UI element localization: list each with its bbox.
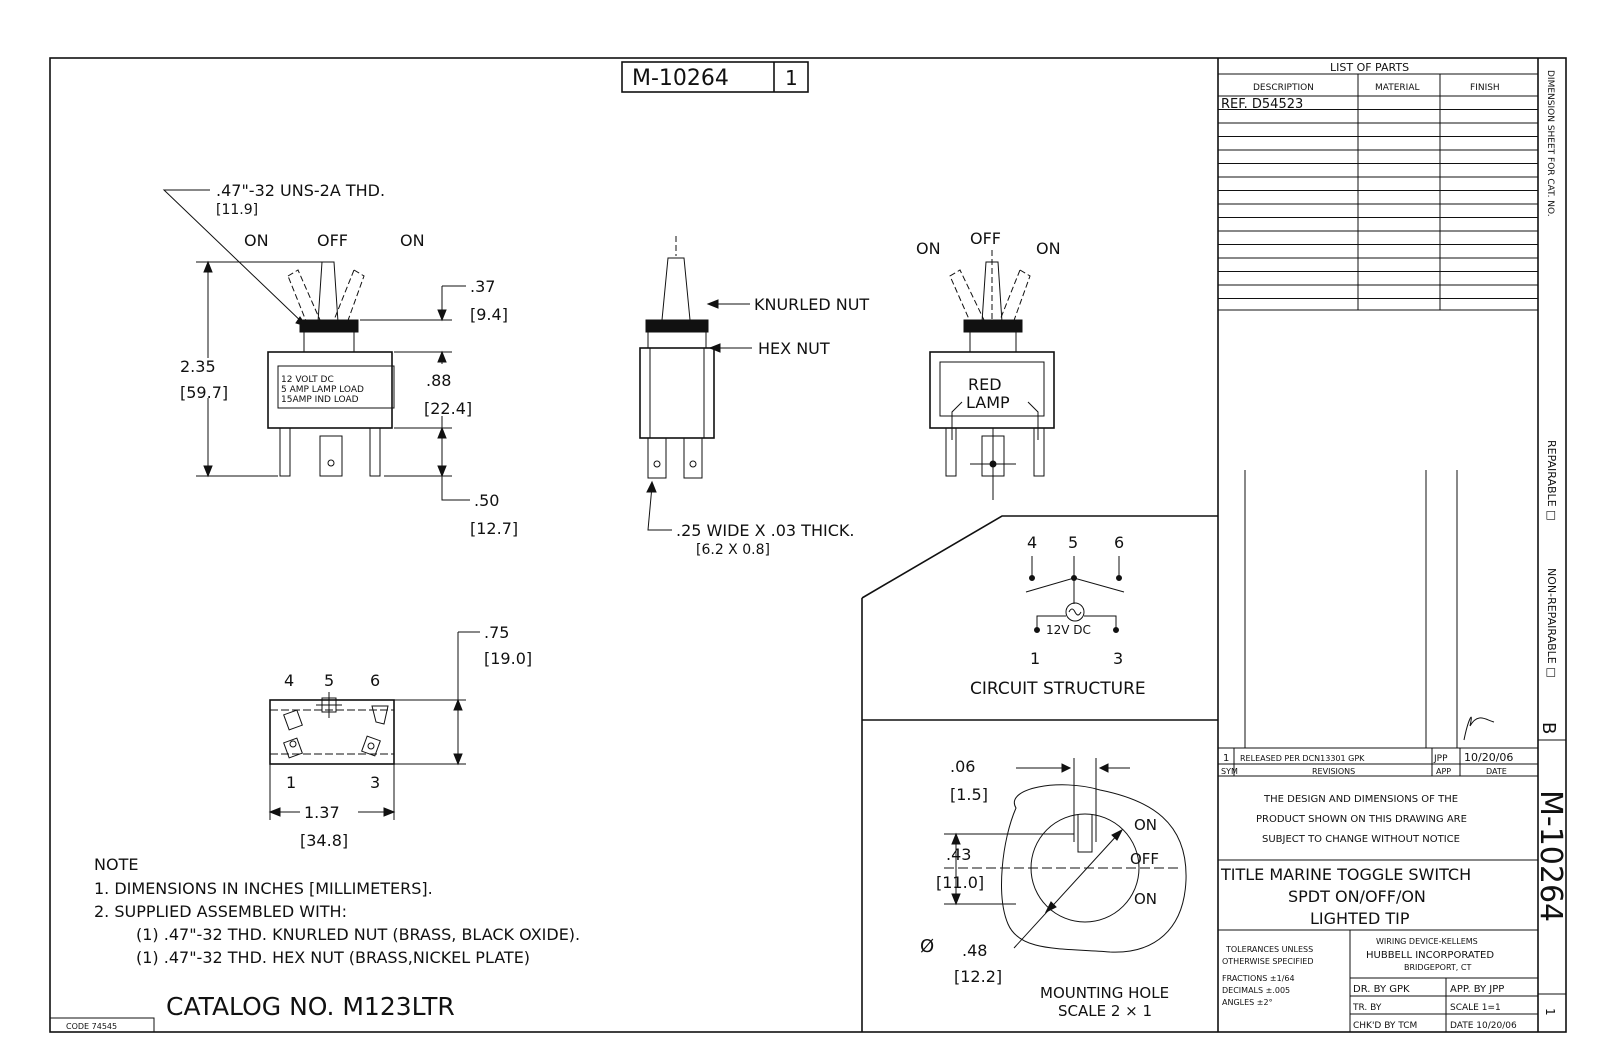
company-line-2: HUBBELL INCORPORATED bbox=[1366, 950, 1495, 961]
mounting-caption: MOUNTING HOLE bbox=[1040, 984, 1170, 1002]
approval-signature bbox=[1464, 717, 1494, 740]
side-hex-nut bbox=[648, 332, 706, 348]
lamp-view-on-right: ON bbox=[1036, 239, 1061, 258]
issue-date: DATE 10/20/06 bbox=[1450, 1021, 1517, 1031]
dimension-sheet-label: DIMENSION SHEET FOR CAT. NO. bbox=[1545, 70, 1555, 217]
non-repairable-label: NON-REPAIRABLE □ bbox=[1545, 568, 1558, 678]
lamp-view-off: OFF bbox=[970, 229, 1001, 248]
parts-list-heading: LIST OF PARTS bbox=[1330, 61, 1410, 74]
mounting-hole-view bbox=[920, 757, 1186, 1020]
col-finish: FINISH bbox=[1470, 83, 1500, 93]
bottom-height-mm: [19.0] bbox=[484, 649, 533, 668]
flat-dimension: .43 bbox=[946, 845, 972, 864]
circuit-terminal-1: 1 bbox=[1030, 649, 1041, 668]
disclaimer-line-1: THE DESIGN AND DIMENSIONS OF THE bbox=[1264, 794, 1459, 805]
bottom-width: 1.37 bbox=[304, 803, 340, 822]
rev-head-app: APP bbox=[1436, 767, 1452, 776]
side-knurled-nut bbox=[646, 320, 708, 332]
circuit-diagram bbox=[970, 533, 1146, 699]
circuit-terminal-6: 6 bbox=[1114, 533, 1125, 552]
knurled-nut bbox=[300, 320, 358, 332]
dim-body: .88 bbox=[426, 371, 452, 390]
overall-height: 2.35 bbox=[180, 357, 216, 376]
rev-app: JPP bbox=[1434, 754, 1448, 764]
front-view bbox=[164, 181, 518, 538]
bottom-view bbox=[270, 623, 532, 850]
parts-row-ref: REF. D54523 bbox=[1221, 97, 1304, 112]
circuit-terminal-4: 4 bbox=[1027, 533, 1038, 552]
position-on-left: ON bbox=[244, 231, 269, 250]
notes bbox=[94, 855, 580, 967]
notes-heading: NOTE bbox=[94, 855, 139, 874]
bottom-terminal-3: 3 bbox=[370, 773, 381, 792]
tolerance-2: OTHERWISE SPECIFIED bbox=[1222, 957, 1314, 966]
code-number: CODE 74545 bbox=[66, 1022, 118, 1031]
parts-list-rows bbox=[1218, 96, 1538, 299]
lamp-view-on-left: ON bbox=[916, 239, 941, 258]
body-label-2: 5 AMP LAMP LOAD bbox=[281, 385, 364, 395]
dim-lever: .37 bbox=[470, 277, 496, 296]
terminal-size-note: .25 WIDE X .03 THICK. bbox=[676, 521, 855, 540]
circuit-terminal-3: 3 bbox=[1113, 649, 1124, 668]
rev-head-date: DATE bbox=[1486, 767, 1507, 776]
hole-off: OFF bbox=[1130, 850, 1160, 868]
dim-terminal: .50 bbox=[474, 491, 500, 510]
flat-dimension-mm: [11.0] bbox=[936, 873, 985, 892]
company-line-3: BRIDGEPORT, CT bbox=[1404, 963, 1472, 972]
bottom-terminal-4: 4 bbox=[284, 671, 295, 690]
overall-height-mm: [59.7] bbox=[180, 383, 229, 402]
bottom-height: .75 bbox=[484, 623, 510, 642]
dim-lever-mm: [9.4] bbox=[470, 305, 508, 324]
lamp-view bbox=[916, 229, 1061, 500]
circuit-caption: CIRCUIT STRUCTURE bbox=[970, 679, 1146, 699]
title-line-2: SPDT ON/OFF/ON bbox=[1288, 887, 1426, 906]
red-lamp-label-1: RED bbox=[968, 375, 1002, 394]
slot-width: .06 bbox=[950, 757, 976, 776]
rev-head-sym: SYM bbox=[1221, 767, 1238, 776]
side-sheet-number: 1 bbox=[1543, 1008, 1557, 1016]
col-description: DESCRIPTION bbox=[1253, 83, 1314, 93]
rev-head-revisions: REVISIONS bbox=[1312, 767, 1356, 776]
thread-note: .47"-32 UNS-2A THD. bbox=[216, 181, 386, 200]
approved-by: APP. BY JPP bbox=[1450, 984, 1505, 995]
hole-on-top: ON bbox=[1134, 816, 1158, 834]
terminal-size-mm: [6.2 X 0.8] bbox=[696, 542, 770, 558]
knurled-nut-label: KNURLED NUT bbox=[754, 295, 870, 314]
side-lever bbox=[662, 258, 690, 320]
hole-diameter: .48 bbox=[962, 941, 988, 960]
col-material: MATERIAL bbox=[1375, 83, 1420, 93]
position-on-right: ON bbox=[400, 231, 425, 250]
sheet-number: 1 bbox=[785, 66, 798, 90]
diameter-symbol: Ø bbox=[920, 936, 935, 957]
revision-letter: B bbox=[1538, 722, 1559, 735]
title-line-3: LIGHTED TIP bbox=[1310, 909, 1410, 928]
bottom-terminal-5: 5 bbox=[324, 671, 335, 690]
title-line-1: TITLE MARINE TOGGLE SWITCH bbox=[1221, 865, 1472, 884]
disclaimer-line-3: SUBJECT TO CHANGE WITHOUT NOTICE bbox=[1262, 834, 1460, 845]
body-label-3: 15AMP IND LOAD bbox=[281, 395, 359, 405]
traced-by: TR. BY bbox=[1353, 1003, 1382, 1013]
red-lamp-label-2: LAMP bbox=[966, 393, 1010, 412]
catalog-number: CATALOG NO. M123LTR bbox=[166, 992, 455, 1021]
drawn-by: DR. BY GPK bbox=[1353, 984, 1410, 995]
bottom-terminal-1: 1 bbox=[286, 773, 297, 792]
company-line-1: WIRING DEVICE-KELLEMS bbox=[1376, 937, 1478, 946]
side-view bbox=[640, 236, 869, 558]
tolerance-1: TOLERANCES UNLESS bbox=[1226, 945, 1314, 954]
repairable-label: REPAIRABLE □ bbox=[1545, 440, 1558, 521]
hole-diameter-mm: [12.2] bbox=[954, 967, 1003, 986]
big-drawing-number: M-10264 bbox=[1533, 790, 1568, 923]
circuit-panel-border bbox=[862, 516, 1218, 598]
tolerance-fractions: FRACTIONS ±1/64 bbox=[1222, 974, 1295, 983]
body-label-1: 12 VOLT DC bbox=[281, 375, 334, 385]
checked-by: CHK'D BY TCM bbox=[1353, 1021, 1418, 1031]
tolerance-decimals: DECIMALS ±.005 bbox=[1222, 986, 1291, 995]
drawing-number: M-10264 bbox=[632, 66, 729, 91]
disclaimer-line-2: PRODUCT SHOWN ON THIS DRAWING ARE bbox=[1256, 814, 1467, 825]
dim-terminal-mm: [12.7] bbox=[470, 519, 519, 538]
note-2b: (1) .47"-32 THD. HEX NUT (BRASS,NICKEL PLATE) bbox=[136, 948, 531, 967]
bottom-terminal-6: 6 bbox=[370, 671, 381, 690]
hole-on-bottom: ON bbox=[1134, 890, 1158, 908]
note-2: 2. SUPPLIED ASSEMBLED WITH: bbox=[94, 902, 347, 921]
lever-center bbox=[318, 262, 338, 322]
circuit-terminal-5: 5 bbox=[1068, 533, 1079, 552]
rev-date: 10/20/06 bbox=[1464, 751, 1514, 764]
note-2a: (1) .47"-32 THD. KNURLED NUT (BRASS, BLACK OXIDE). bbox=[136, 925, 581, 944]
note-1: 1. DIMENSIONS IN INCHES [MILLIMETERS]. bbox=[94, 879, 433, 898]
slot-width-mm: [1.5] bbox=[950, 785, 988, 804]
lamp-voltage: 12V DC bbox=[1046, 623, 1091, 637]
position-off: OFF bbox=[317, 231, 348, 250]
tolerance-angles: ANGLES ±2° bbox=[1222, 998, 1273, 1007]
bottom-width-mm: [34.8] bbox=[300, 831, 349, 850]
rev-sym: 1 bbox=[1223, 753, 1230, 764]
scale: SCALE 1=1 bbox=[1450, 1003, 1501, 1013]
hex-nut-label: HEX NUT bbox=[758, 339, 830, 358]
mounting-scale: SCALE 2 × 1 bbox=[1058, 1002, 1153, 1020]
rev-desc: RELEASED PER DCN13301 GPK bbox=[1240, 754, 1365, 763]
dim-body-mm: [22.4] bbox=[424, 399, 473, 418]
thread-note-mm: [11.9] bbox=[216, 202, 259, 218]
